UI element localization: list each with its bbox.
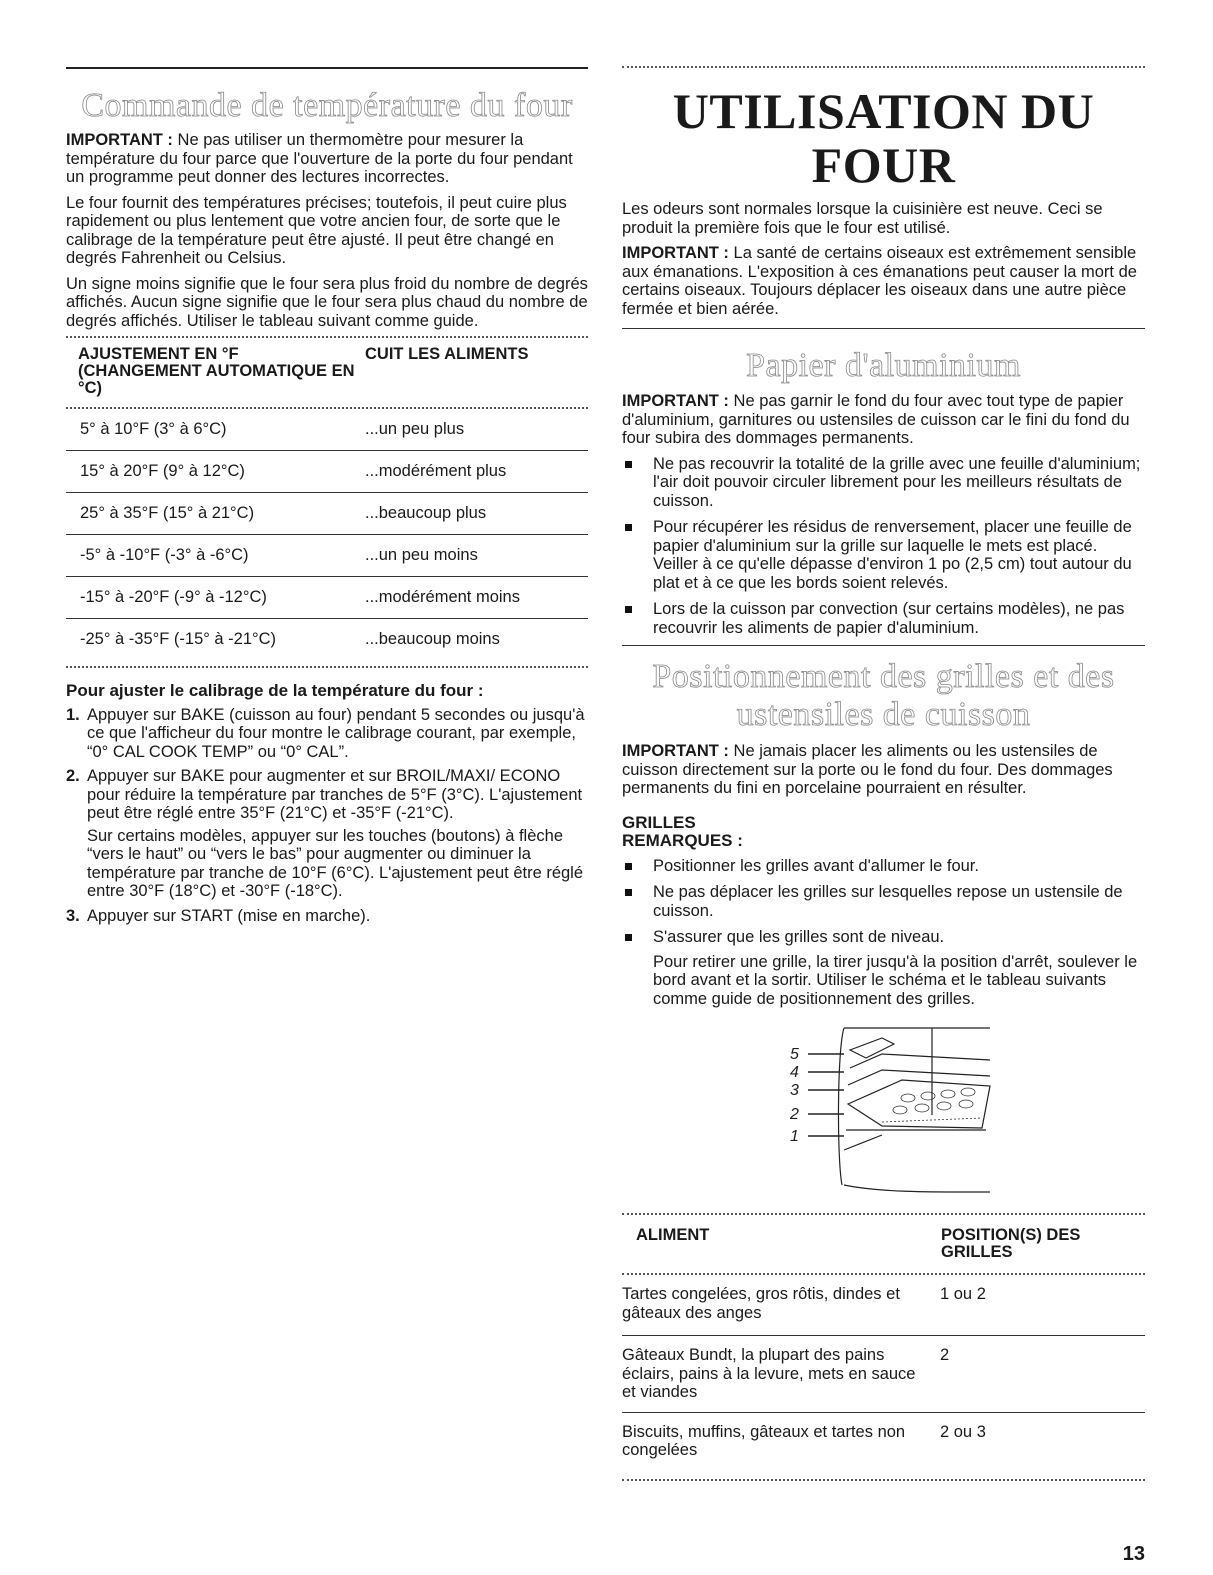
rack-level-label: 3 [790, 1082, 799, 1099]
col-header-position: POSITION(S) DES GRILLES [941, 1226, 1081, 1261]
bullet-item: Ne pas recouvrir la totalité de la grille avec une feuille d'aluminium; l'air doit pouvoir circuler librement pour les meilleurs résultats de cuisson. [622, 455, 1145, 511]
foil-bullet-list [622, 455, 1145, 638]
cell-effect: ...beaucoup plus [365, 504, 487, 523]
cell-effect: ...un peu moins [365, 546, 478, 565]
table-row [66, 409, 588, 451]
cell-effect: ...beaucoup moins [365, 630, 500, 649]
left-column [66, 0, 588, 931]
important-text: La santé de certains oiseaux est extrêmement sensible aux émanations. L'exposition à ces émanations peut causer la mort de certains oiseaux. Toujours déplacer les oiseaux dans une autre pièce fermée et bien aérée. [622, 244, 1137, 318]
rack-bullet-list [622, 857, 1145, 947]
step-number: 1. [66, 705, 80, 724]
cell-effect: ...modérément moins [365, 588, 520, 607]
cell-adjustment: 15° à 20°F (9° à 12°C) [80, 462, 245, 481]
important-text: Ne pas utiliser un thermomètre pour mesurer la température du four parce que l'ouverture de la porte du four pendant un programme peut donner des lectures incorrectes. [66, 131, 573, 186]
bullet-item: Lors de la cuisson par convection (sur certains modèles), ne pas recouvrir les aliments de papier d'aluminium. [622, 600, 1145, 637]
page-number: 13 [1122, 1543, 1145, 1565]
section-title-temperature: Commande de température du four [81, 87, 573, 124]
rack-table-bottom-rule [622, 1479, 1145, 1481]
table-row [622, 1336, 1145, 1413]
bullet-item: Positionner les grilles avant d'allumer le four. [622, 857, 1145, 876]
important-label: IMPORTANT : [622, 392, 729, 410]
rack-level-label: 1 [790, 1128, 799, 1145]
table-row [66, 451, 588, 493]
important-paragraph [66, 131, 588, 187]
important-text: Ne pas garnir le fond du four avec tout type de papier d'aluminium, garnitures ou ustensiles de cuisson car le fini du fond du four subira des dommages permanents. [622, 392, 1130, 447]
step-text: Appuyer sur BAKE (cuisson au four) pendant 5 secondes ou jusqu'à ce que l'afficheur du four montre le calibrage courant, par exemple, “0° CAL COOK TEMP” ou “0° CAL”. [87, 705, 585, 761]
positioning-block [622, 742, 1145, 1008]
rack-5 [850, 1038, 894, 1058]
rack-table-header [622, 1215, 1145, 1273]
title-line-2: ustensiles de cuisson [736, 696, 1031, 733]
cell-adjustment: -25° à -35°F (-15° à -21°C) [80, 630, 277, 649]
table-bottom-rule [66, 666, 588, 668]
rack-level-label: 2 [790, 1106, 799, 1123]
bullet-item: Pour récupérer les résidus de renversement, placer une feuille de papier d'aluminium sur la grille sur laquelle le mets est placé. Veiller à ce qu'elle dépasse d'environ 1 po (2,5 cm) tout autour du plat et à ce que les bords soient relevés. [622, 518, 1145, 592]
step-item [66, 767, 588, 901]
top-rule [66, 67, 588, 69]
section-title-foil: Papier d'aluminium [746, 347, 1021, 384]
remarques-heading: REMARQUES : [622, 831, 743, 850]
step-extra-text: Sur certains modèles, appuyer sur les touches (boutons) à flèche “vers le haut” ou “vers le bas” pour augmenter ou diminuer la température par tranche de 10°F (6°C). L'ajustement peut être réglé entre 30°F (18°C) et -30°F (-18°C). [87, 826, 584, 900]
rack-level-label: 5 [790, 1046, 799, 1063]
table-row [66, 577, 588, 619]
important-label: IMPORTANT : [66, 131, 173, 149]
important-label: IMPORTANT : [622, 244, 729, 262]
cell-food: Tartes congelées, gros rôtis, dindes et gâteaux des anges [622, 1285, 900, 1322]
table-row [622, 1275, 1145, 1336]
rack-table-body [622, 1275, 1145, 1473]
cell-position: 2 [940, 1346, 950, 1364]
paragraph-2: Le four fournit des températures précises; toutefois, il peut cuire plus rapidement ou plus lentement que votre ancien four, de sorte que le calibrage de la température peut être ajusté. Il peut être changé en degrés Fahrenheit ou Celsius. [66, 193, 567, 267]
cell-adjustment: -15° à -20°F (-9° à -12°C) [80, 588, 267, 607]
page-title: UTILISATION DU FOUR [672, 83, 1095, 193]
oven-bottom-edge [844, 1185, 990, 1192]
top-rule-right [622, 66, 1145, 68]
step-item [66, 907, 588, 926]
step-text: Appuyer sur BAKE pour augmenter et sur BROIL/MAXI/ ECONO pour réduire la température par tranches de 5°F (3°C). L'ajustement peut être réglé entre 35°F (21°C) et -35°F (-21°C). [87, 767, 583, 822]
cell-adjustment: 5° à 10°F (3° à 6°C) [80, 420, 227, 439]
divider [622, 328, 1145, 329]
steps-title: Pour ajuster le calibrage de la température du four : [66, 681, 484, 700]
step-item [66, 706, 588, 762]
temperature-table [66, 409, 588, 660]
col-header-effect: CUIT LES ALIMENTS [365, 345, 529, 363]
bullet-item: Ne pas déplacer les grilles sur lesquelles repose un ustensile de cuisson. [622, 883, 1145, 920]
rack-3-back [848, 1070, 990, 1085]
oven-rack-diagram [782, 1010, 1022, 1200]
important-foil [622, 392, 1145, 448]
paragraph-3: Un signe moins signifie que le four sera plus froid du nombre de degrés affichés. Aucun signe signifie que le four sera plus chaud du nombre de degrés affichés. Utiliser le tableau suivant comme guide. [66, 274, 588, 330]
divider [622, 645, 1145, 646]
cell-food: Biscuits, muffins, gâteaux et tartes non congelées [622, 1422, 906, 1459]
oven-side-edge [838, 1028, 844, 1185]
cell-adjustment: 25° à 35°F (15° à 21°C) [80, 504, 255, 523]
foil-block [622, 392, 1145, 637]
step-number: 2. [66, 767, 80, 785]
title-line-1: Positionnement des grilles et des [652, 658, 1115, 695]
grilles-heading: GRILLES [622, 812, 696, 832]
intro-block [66, 131, 588, 330]
step-text: Appuyer sur START (mise en marche). [87, 906, 371, 925]
steps-list [66, 706, 588, 926]
important-birds [622, 244, 1145, 318]
cell-position: 1 ou 2 [940, 1285, 986, 1303]
right-column [622, 0, 1145, 1459]
cell-food: Gâteaux Bundt, la plupart des pains éclairs, pains à la levure, mets en sauce et viandes [622, 1346, 916, 1401]
important-label: IMPORTANT : [622, 742, 729, 760]
bullet-item: S'assurer que les grilles sont de niveau. [622, 928, 1145, 947]
important-text: Ne jamais placer les aliments ou les ustensiles de cuisson directement sur la porte ou le fond du four. Des dommages permanents du fini en porcelaine pourraient en résulter. [622, 742, 1113, 797]
intro-right [622, 200, 1145, 318]
cell-adjustment: -5° à -10°F (-3° à -6°C) [80, 546, 249, 565]
important-positioning [622, 742, 1145, 798]
cell-effect: ...un peu plus [365, 420, 465, 439]
col-header-adjust: AJUSTEMENT EN °F (CHANGEMENT AUTOMATIQUE EN °C) [78, 345, 355, 397]
cell-position: 2 ou 3 [940, 1422, 986, 1441]
table-row [622, 1413, 1145, 1473]
table-row [66, 493, 588, 535]
rack-level-label: 4 [790, 1064, 799, 1081]
rack-paragraph: Pour retirer une grille, la tirer jusqu'à la position d'arrêt, soulever le bord avant et la sortir. Utiliser le schéma et le tableau suivants comme guide de positionnement des grilles. [653, 952, 1138, 1008]
table-row [66, 535, 588, 577]
section-title-positioning [622, 658, 1145, 734]
cell-effect: ...modérément plus [365, 462, 507, 481]
col-header-food: ALIMENT [636, 1226, 710, 1244]
table-header [66, 338, 588, 407]
rack-table [622, 1213, 1145, 1481]
rack-1 [844, 1135, 882, 1150]
intro-paragraph: Les odeurs sont normales lorsque la cuisinière est neuve. Ceci se produit la première fois que le four est utilisé. [622, 200, 1103, 237]
table-row [66, 619, 588, 660]
step-number: 3. [66, 906, 80, 925]
